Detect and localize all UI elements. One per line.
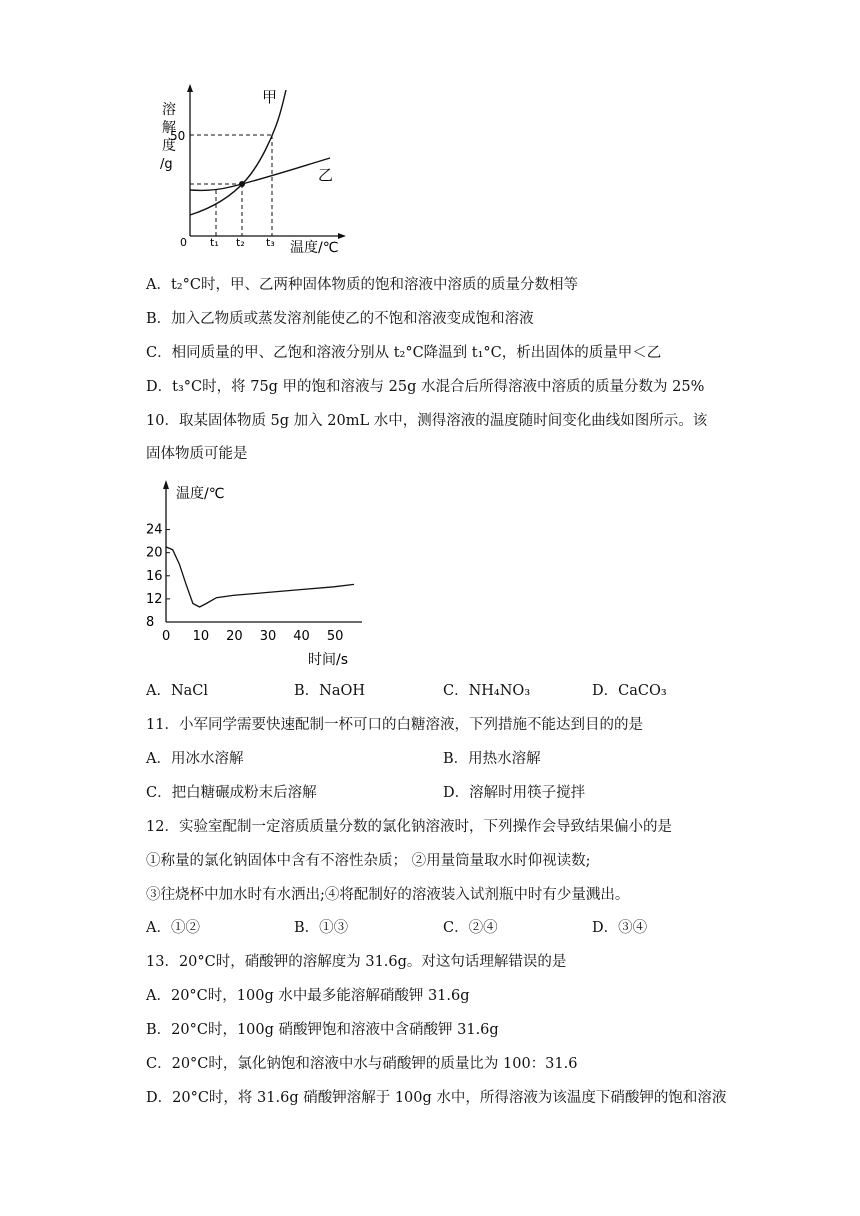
q9-option-b: B．加入乙物质或蒸发溶剂能使乙的不饱和溶液变成饱和溶液: [146, 311, 534, 327]
q12-option-b: B．①③: [294, 920, 349, 936]
y-tick-label: 16: [146, 568, 163, 584]
q13-option-b: B．20°C时，100g 硝酸钾饱和溶液中含硝酸钾 31.6g: [146, 1022, 499, 1038]
q11-stem: 11．小军同学需要快速配制一杯可口的白糖溶液，下列措施不能达到目的的是: [146, 717, 643, 733]
x-mark-0: 0: [180, 236, 187, 249]
q9-option-a: A．t₂°C时，甲、乙两种固体物质的饱和溶液中溶质的质量分数相等: [146, 277, 578, 293]
series-yi-label: 乙: [318, 166, 334, 184]
x-tick-label: 50: [326, 629, 344, 644]
x-tick-label: 10: [192, 629, 210, 644]
q11-option-d: D．溶解时用筷子搅拌: [443, 785, 586, 801]
q9-option-c: C．相同质量的甲、乙饱和溶液分别从 t₂°C降温到 t₁°C，析出固体的质量甲＜乙: [146, 345, 662, 361]
solubility-chart: [150, 84, 350, 260]
q12-option-a: A．①②: [146, 920, 200, 936]
series-jia-label: 甲: [262, 88, 278, 106]
q12-option-d: D．③④: [592, 920, 648, 936]
q11-option-b: B．用热水溶解: [443, 751, 541, 767]
y-axis-label-4: /g: [160, 157, 173, 172]
y-mark-50: 50: [170, 129, 186, 143]
y-axis-label: 温度/℃: [176, 486, 225, 502]
q13-stem: 13．20°C时，硝酸钾的溶解度为 31.6g。对这句话理解错误的是: [146, 954, 567, 970]
series-yi-curve: [190, 158, 330, 190]
q10-option-a: A．NaCl: [146, 683, 209, 699]
x-axis-label: 温度/℃: [290, 240, 339, 256]
q12-stem: 12．实验室配制一定溶质质量分数的氯化钠溶液时，下列操作会导致结果偏小的是: [146, 819, 672, 835]
q9-option-d: D．t₃°C时，将 75g 甲的饱和溶液与 25g 水混合后所得溶液中溶质的质量分数为 25%: [146, 379, 705, 395]
q13-option-d: D．20°C时，将 31.6g 硝酸钾溶解于 100g 水中，所得溶液为该温度下硝酸钾的饱和溶液: [146, 1090, 727, 1106]
y-axis-label-1: 溶: [162, 102, 176, 118]
q10-option-d: D．CaCO₃: [592, 683, 667, 699]
y-axis-arrow: [187, 84, 193, 92]
x-tick-label: 20: [226, 629, 243, 644]
x-mark-t2: t₂: [236, 236, 245, 249]
q10-stem-line-1: 10．取某固体物质 5g 加入 20mL 水中，测得溶液的温度随时间变化曲线如图所示。该: [146, 413, 708, 429]
q11-option-a: A．用冰水溶解: [146, 751, 244, 767]
x-tick-label: 0: [162, 629, 171, 644]
q12-statement-line-1: ①称量的氯化钠固体中含有不溶性杂质； ②用量筒量取水时仰视读数;: [146, 853, 591, 869]
y-axis-arrow: [163, 480, 169, 489]
y-axis-label-2: 解: [162, 120, 176, 136]
q10-stem-line-2: 固体物质可能是: [146, 446, 248, 462]
y-axis-label-3: 度: [162, 138, 176, 154]
x-mark-t1: t₁: [210, 236, 219, 249]
temperature-time-chart: [140, 478, 370, 670]
q11-option-c: C．把白糖碾成粉末后溶解: [146, 785, 317, 801]
x-tick-label: 30: [259, 629, 277, 644]
q12-statement-line-2: ③往烧杯中加水时有水洒出;④将配制好的溶液装入试剂瓶中时有少量溅出。: [146, 887, 630, 903]
x-axis-arrow: [338, 233, 346, 239]
y-tick-label: 12: [146, 591, 163, 607]
x-tick-label: 40: [293, 629, 310, 644]
series-temperature-curve: [166, 547, 354, 607]
x-axis-label: 时间/s: [308, 652, 349, 668]
y-tick-label: 24: [146, 522, 163, 538]
x-mark-t3: t₃: [266, 236, 275, 249]
q12-option-c: C．②④: [443, 920, 498, 936]
q13-option-c: C．20°C时，氯化钠饱和溶液中水与硝酸钾的质量比为 100：31.6: [146, 1056, 578, 1072]
q10-option-b: B．NaOH: [294, 683, 366, 699]
intersection-point: [239, 181, 245, 187]
y-tick-label: 20: [146, 545, 163, 561]
q10-option-c: C．NH₄NO₃: [443, 683, 531, 699]
y-tick-label: 8: [146, 615, 155, 630]
q13-option-a: A．20°C时，100g 水中最多能溶解硝酸钾 31.6g: [146, 988, 470, 1004]
